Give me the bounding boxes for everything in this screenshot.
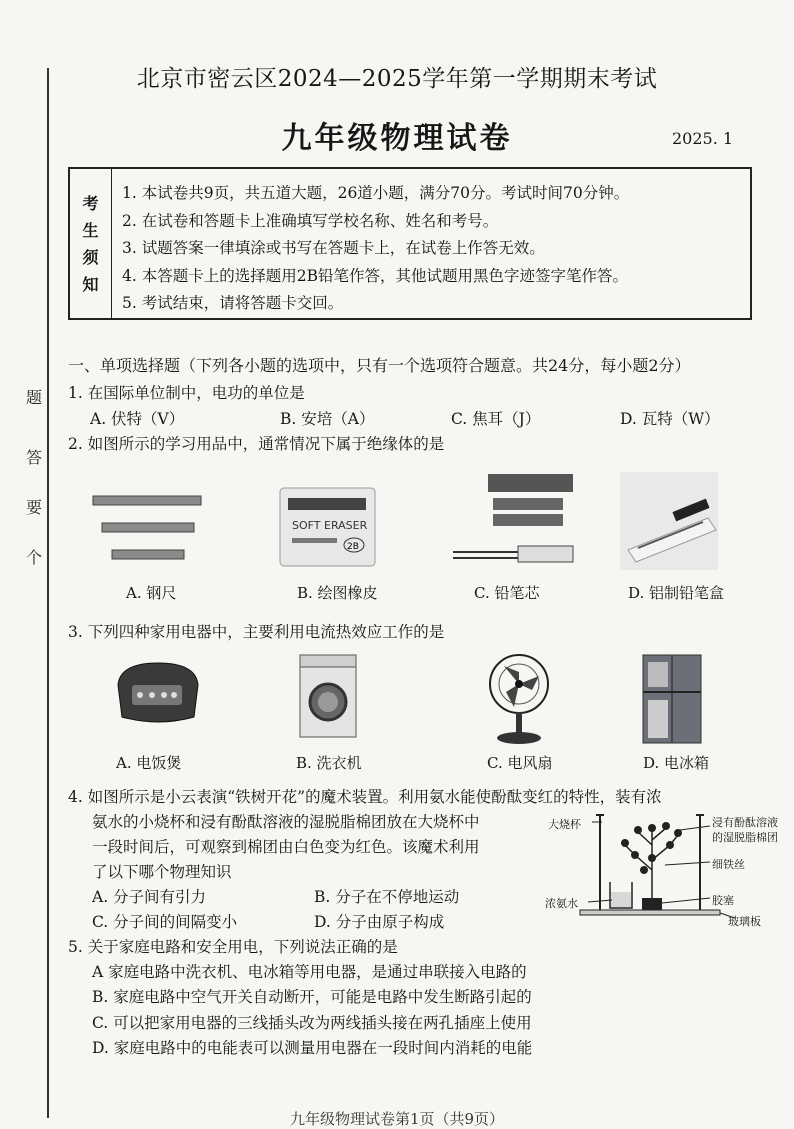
q2-caption-b: B. 绘图橡皮 — [297, 584, 378, 602]
q5-stem: 5. 关于家庭电路和安全用电，下列说法正确的是 — [68, 938, 398, 956]
label-big-beaker: 大烧杯 — [548, 818, 581, 831]
eraser-image — [272, 483, 382, 573]
notice-label-char: 知 — [82, 274, 99, 294]
q4-stem-line-4: 了以下哪个物理知识 — [92, 863, 232, 881]
refrigerator-image — [640, 652, 706, 747]
q1-option-d: D. 瓦特（W） — [620, 410, 720, 428]
q3-caption-d: D. 电冰箱 — [643, 754, 710, 772]
notice-label-char: 考 — [82, 193, 99, 213]
q4-option-a: A. 分子间有引力 — [92, 888, 207, 906]
notice-item: 4. 本答题卡上的选择题用2B铅笔作答，其他试题用黑色字迹签字笔作答。 — [122, 266, 628, 285]
notice-list — [122, 180, 629, 318]
exam-date: 2025. 1 — [672, 129, 734, 148]
q4-option-b: B. 分子在不停地运动 — [314, 888, 460, 906]
margin-char-da: 答 — [25, 448, 42, 467]
steel-ruler-image — [88, 488, 206, 568]
label-cotton-2: 的湿脱脂棉团 — [712, 831, 778, 844]
q5-option-a: A 家庭电路中洗衣机、电冰箱等用电器，是通过串联接入电路的 — [92, 963, 527, 981]
q2-caption-a: A. 钢尺 — [126, 584, 177, 602]
eraser-grade-text: 2B — [347, 542, 359, 552]
q5-option-d: D. 家庭电路中的电能表可以测量用电器在一段时间内消耗的电能 — [92, 1039, 533, 1057]
margin-char-ti: 题 — [25, 388, 42, 407]
q4-option-d: D. 分子由原子构成 — [314, 913, 445, 931]
washing-machine-image — [297, 652, 359, 740]
notice-item: 5. 考试结束，请将答题卡交回。 — [122, 294, 344, 312]
q1-option-b: B. 安培（A） — [280, 410, 375, 428]
label-cotton-1: 浸有酚酞溶液 — [712, 816, 778, 829]
q3-caption-b: B. 洗衣机 — [296, 754, 362, 772]
margin-char-yao: 要 — [25, 498, 42, 517]
q5-option-c: C. 可以把家用电器的三线插头改为两线插头接在两孔插座上使用 — [92, 1014, 532, 1032]
q2-caption-c: C. 铅笔芯 — [474, 584, 540, 602]
q4-stem-line-3: 一段时间后，可观察到棉团由白色变为红色。该魔术利用 — [92, 838, 480, 856]
q4-stem-line-2: 氨水的小烧杯和浸有酚酞溶液的湿脱脂棉团放在大烧杯中 — [92, 813, 480, 831]
q1-option-a: A. 伏特（V） — [90, 410, 185, 428]
q1-option-c: C. 焦耳（J） — [451, 410, 541, 428]
notice-item: 2. 在试卷和答题卡上准确填写学校名称、姓名和考号。 — [122, 211, 499, 230]
q3-stem: 3. 下列四种家用电器中，主要利用电流热效应工作的是 — [68, 623, 445, 641]
q2-caption-d: D. 铝制铅笔盒 — [628, 584, 725, 602]
q3-caption-a: A. 电饭煲 — [116, 754, 182, 772]
q5-option-b: B. 家庭电路中空气开关自动断开，可能是电路中发生断路引起的 — [92, 988, 532, 1006]
notice-label-char: 须 — [82, 247, 99, 267]
page-footer: 九年级物理试卷第1页（共9页） — [289, 1110, 505, 1128]
label-iron-wire: 细铁丝 — [712, 858, 745, 871]
label-ammonia: 浓氨水 — [545, 897, 578, 910]
notice-label — [70, 169, 112, 318]
notice-item: 1. 本试卷共9页，共五道大题，26道小题，满分70分。考试时间70分钟。 — [122, 184, 630, 202]
margin-char-ge: 个 — [25, 548, 42, 567]
q2-stem: 2. 如图所示的学习用品中，通常情况下属于绝缘体的是 — [68, 435, 445, 453]
notice-label-char: 生 — [82, 220, 99, 240]
rice-cooker-image — [110, 655, 205, 730]
q1-stem: 1. 在国际单位制中，电功的单位是 — [68, 384, 305, 402]
candidate-notice-box — [68, 167, 752, 320]
pencil-lead-image — [448, 470, 578, 575]
q4-stem-line-1: 4. 如图所示是小云表演“铁树开花”的魔术装置。利用氨水能使酚酞变红的特性，装有浓 — [68, 788, 662, 806]
label-stopper: 胶塞 — [712, 894, 734, 907]
label-glass-plate: 玻璃板 — [728, 915, 761, 928]
binding-margin-line — [47, 68, 49, 1118]
electric-fan-image — [484, 652, 554, 747]
eraser-brand-text: SOFT ERASER — [292, 519, 368, 532]
aluminum-pencil-box-image — [618, 470, 720, 572]
section-heading: 一、单项选择题（下列各小题的选项中，只有一个选项符合题意。共24分，每小题2分） — [68, 356, 691, 375]
q4-option-c: C. 分子间的间隔变小 — [92, 913, 238, 931]
exam-title: 北京市密云区2024—2025学年第一学期期末考试 — [136, 66, 658, 92]
notice-item: 3. 试题答案一律填涂或书写在答题卡上，在试卷上作答无效。 — [122, 239, 545, 257]
paper-subject-title: 九年级物理试卷 — [281, 121, 513, 156]
q3-caption-c: C. 电风扇 — [487, 754, 553, 772]
